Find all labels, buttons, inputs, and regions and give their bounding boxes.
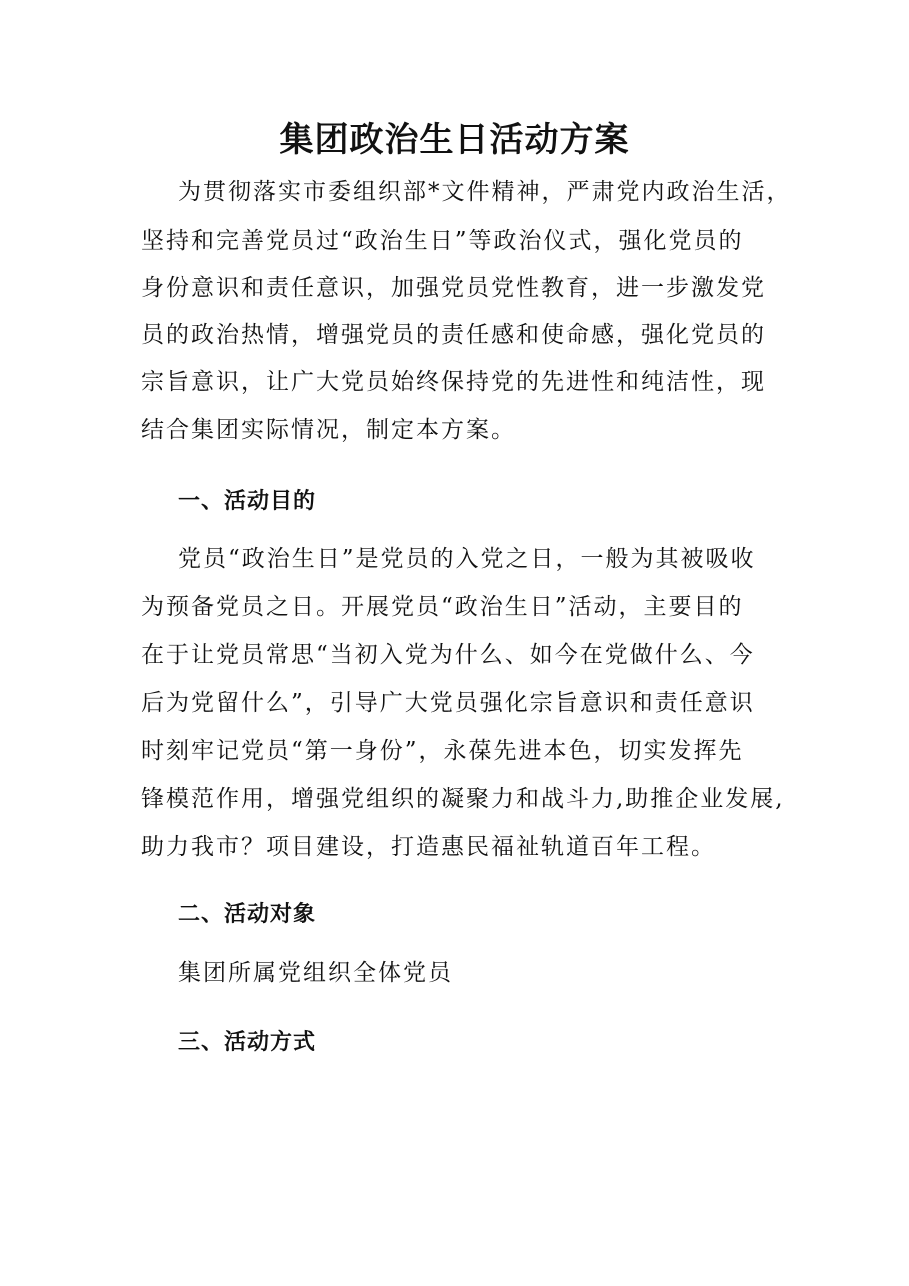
section-heading-purpose: 一、活动目的 — [178, 488, 317, 514]
section-heading-target: 二、活动对象 — [178, 901, 317, 927]
paragraph-line: 集团所属党组织全体党员 — [178, 960, 453, 986]
section-heading-method: 三、活动方式 — [178, 1029, 317, 1055]
paragraph-line: 锋模范作用，增强党组织的凝聚力和战斗力,助推企业发展, — [141, 786, 785, 812]
paragraph-line: 员的政治热情，增强党员的责任感和使命感，强化党员的 — [141, 322, 766, 348]
paragraph-line: 助力我市？项目建设，打造惠民福祉轨道百年工程。 — [141, 834, 716, 860]
paragraph-line: 结合集团实际情况，制定本方案。 — [141, 417, 516, 443]
paragraph-line: 宗旨意识，让广大党员始终保持党的先进性和纯洁性，现 — [141, 369, 766, 395]
paragraph-line: 后为党留什么”，引导广大党员强化宗旨意识和责任意识 — [141, 690, 755, 716]
paragraph-line: 在于让党员常思“当初入党为什么、如今在党做什么、今 — [141, 642, 755, 668]
document-title: 集团政治生日活动方案 — [279, 120, 630, 160]
paragraph-line: 时刻牢记党员“第一身份”，永葆先进本色，切实发挥先 — [141, 738, 744, 764]
paragraph-line: 身份意识和责任意识，加强党员党性教育，进一步激发党 — [141, 275, 766, 301]
paragraph-line: 坚持和完善党员过“政治生日”等政治仪式，强化党员的 — [141, 228, 744, 254]
paragraph-line: 为预备党员之日。开展党员“政治生日”活动，主要目的 — [141, 594, 744, 620]
paragraph-line: 为贯彻落实市委组织部*文件精神，严肃党内政治生活， — [178, 179, 792, 205]
paragraph-line: 党员“政治生日”是党员的入党之日，一般为其被吸收 — [178, 546, 756, 572]
